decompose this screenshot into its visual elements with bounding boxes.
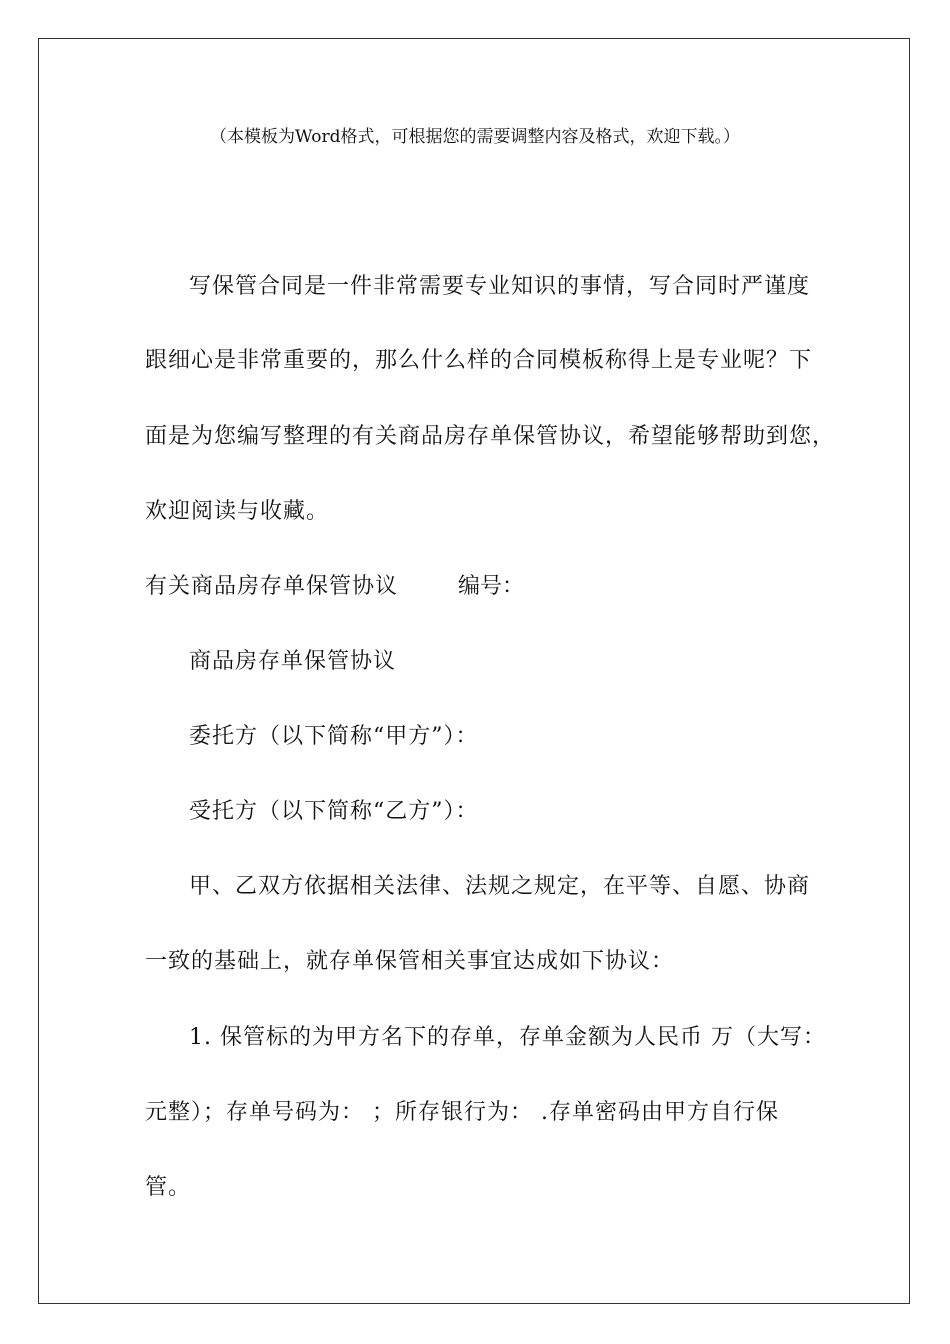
party-b: 受托方（以下简称“乙方”）： [189,799,479,824]
template-note: （本模板为Word格式，可根据您的需要调整内容及格式，欢迎下载。） [209,127,741,147]
number-label: 编号： [458,574,525,599]
intro-line-2: 跟细心是非常重要的，那么什么样的合同模板称得上是专业呢？下 [145,348,813,373]
intro-line-4: 欢迎阅读与收藏。 [145,499,330,524]
preamble-line-1: 甲、乙双方依据相关法律、法规之规定，在平等、自愿、协商 [189,874,811,899]
contract-title: 商品房存单保管协议 [189,649,397,674]
document-heading: 有关商品房存单保管协议 [145,574,399,599]
intro-line-1: 写保管合同是一件非常需要专业知识的事情，写合同时严谨度 [189,274,811,299]
intro-line-3: 面是为您编写整理的有关商品房存单保管协议，希望能够帮助到您， [145,424,836,449]
party-a: 委托方（以下简称“甲方”）： [189,724,479,749]
preamble-line-2: 一致的基础上，就存单保管相关事宜达成如下协议： [145,949,675,974]
clause-1-line-1: 1. 保管标的为甲方名下的存单，存单金额为人民币 万（大写： [189,1025,826,1050]
clause-1-line-2: 元整）；存单号码为： ；所存银行为： .存单密码由甲方自行保 [145,1100,779,1125]
clause-1-line-3: 管。 [145,1175,192,1200]
